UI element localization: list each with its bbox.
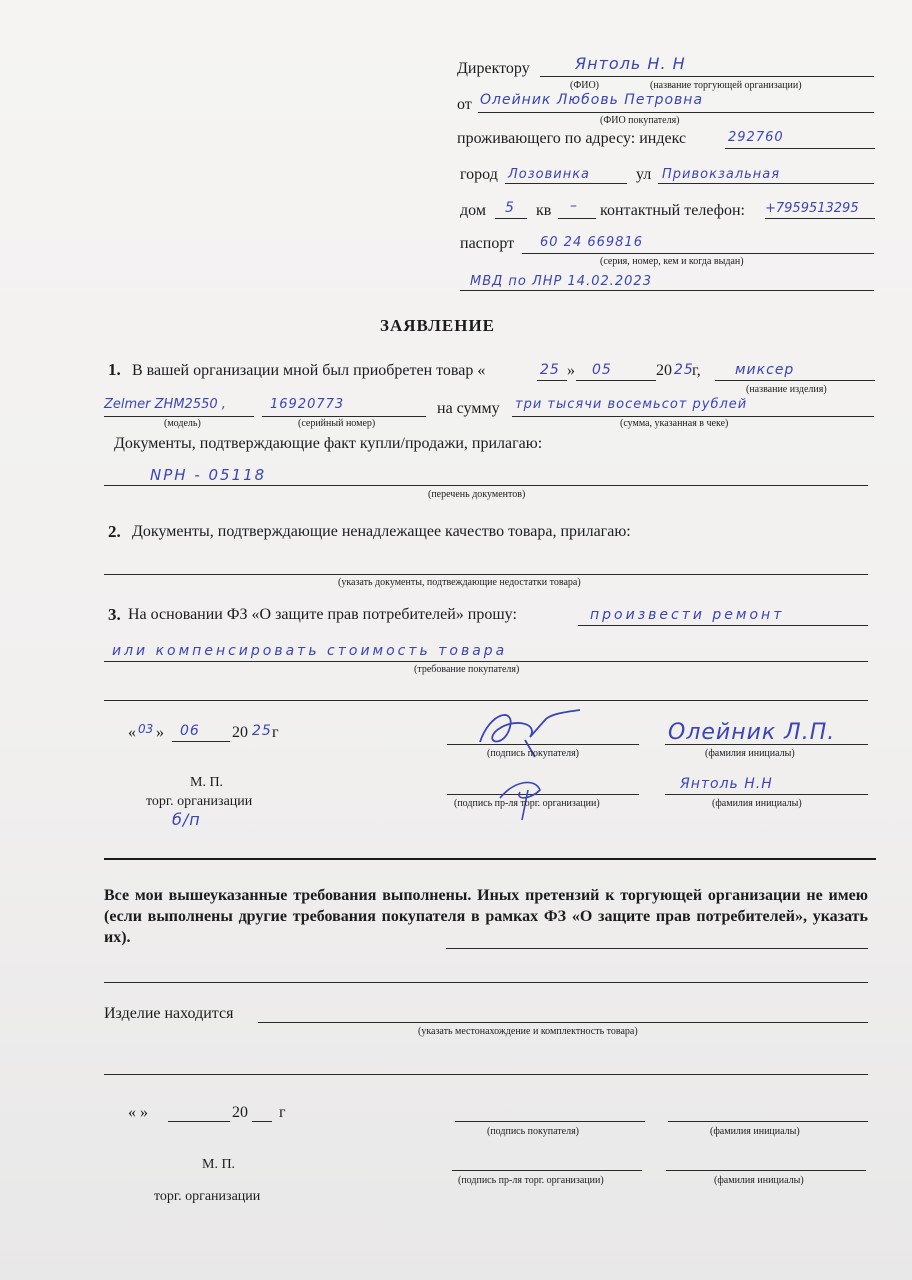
bp-handwriting: б/п <box>172 810 201 829</box>
item-name: миксер <box>735 362 795 378</box>
quote-close: » <box>567 362 575 379</box>
section-3-line-2 <box>104 661 868 662</box>
house-line <box>495 218 527 219</box>
passport-label: паспорт <box>460 235 515 252</box>
director-handwriting: Янтоль Н. Н <box>575 54 686 73</box>
section-3-handwriting-1: произвести ремонт <box>590 607 785 623</box>
director-line <box>540 76 874 77</box>
fio-caption: (ФИО) <box>570 80 600 91</box>
purchase-year: 25 <box>674 362 694 378</box>
serial-line <box>262 416 426 417</box>
street-line <box>658 183 874 184</box>
seller-name-caption: (фамилия инициалы) <box>712 798 802 809</box>
section-2-caption: (указать документы, подтвеждающие недостатки товара) <box>338 577 581 588</box>
final-seller-name-caption: (фамилия инициалы) <box>714 1175 804 1186</box>
final-month-line <box>168 1121 230 1122</box>
final-line-1 <box>446 948 868 949</box>
model-line <box>104 416 254 417</box>
sign-year-suffix: г <box>272 724 279 741</box>
apt-handwriting: – <box>570 198 578 214</box>
docs-caption: (перечень документов) <box>428 489 526 500</box>
final-org-label: торг. организации <box>154 1189 261 1204</box>
phone-handwriting: +7959513295 <box>765 201 859 216</box>
index-handwriting: 292760 <box>728 130 784 145</box>
buyer-name-caption: (фамилия инициалы) <box>705 748 795 759</box>
buyer-name-handwriting: Олейник Л.П. <box>668 720 836 745</box>
from-handwriting: Олейник Любовь Петровна <box>480 92 704 108</box>
buyer-signature-caption: (подпись покупателя) <box>487 748 580 759</box>
location-caption: (указать местонахождение и комплектность товара) <box>418 1026 638 1037</box>
sign-date-close: » <box>156 724 164 741</box>
month-line <box>576 380 656 381</box>
sum-handwriting: три тысячи восемьсот рублей <box>515 397 748 412</box>
final-year-prefix: 20 <box>232 1104 248 1121</box>
section-3-caption: (требование покупателя) <box>414 664 520 675</box>
city-line <box>505 183 627 184</box>
section-1-number: 1. <box>108 360 121 379</box>
apt-line <box>558 218 596 219</box>
mp-label: М. П. <box>190 775 224 790</box>
final-mp-label: М. П. <box>202 1157 236 1172</box>
phone-label: контактный телефон: <box>600 202 745 219</box>
passport-line <box>522 253 874 254</box>
final-seller-name-line <box>666 1170 866 1171</box>
section-3-line-3 <box>104 700 868 701</box>
buyer-caption: (ФИО покупателя) <box>600 115 680 126</box>
location-line <box>258 1022 868 1023</box>
sign-date-open: « <box>128 724 136 741</box>
final-seller-signature-line <box>452 1170 642 1171</box>
serial-caption: (серийный номер) <box>298 418 376 429</box>
serial-handwriting: 16920773 <box>270 397 345 412</box>
location-label: Изделие находится <box>104 1005 234 1022</box>
sign-day: 03 <box>138 722 154 736</box>
final-year-line <box>252 1121 272 1122</box>
phone-line <box>765 218 875 219</box>
address-label: проживающего по адресу: индекс <box>457 130 687 147</box>
issued-line <box>460 290 874 291</box>
issued-handwriting: МВД по ЛНР 14.02.2023 <box>470 274 652 289</box>
section-2-number: 2. <box>108 522 121 541</box>
apt-label: кв <box>536 202 552 219</box>
model-caption: (модель) <box>164 418 201 429</box>
docs-handwriting: NPH - 05118 <box>150 466 267 484</box>
passport-handwriting: 60 24 669816 <box>540 235 643 250</box>
sign-year-prefix: 20 <box>232 724 248 741</box>
section-3-handwriting-2: или компенсировать стоимость товара <box>112 643 508 659</box>
house-label: дом <box>460 202 486 219</box>
section-3-line-1 <box>578 625 868 626</box>
final-buyer-name-caption: (фамилия инициалы) <box>710 1126 800 1137</box>
org-caption: (название торгующей организации) <box>650 80 802 91</box>
sum-label: на сумму <box>437 400 500 417</box>
document-title: ЗАЯВЛЕНИЕ <box>380 316 496 335</box>
section-2-line <box>104 574 868 575</box>
director-label: Директору <box>457 60 530 77</box>
seller-signature-caption: (подпись пр-ля торг. организации) <box>454 798 600 809</box>
seller-name-line <box>665 794 868 795</box>
sum-line <box>512 416 874 417</box>
seller-name-handwriting: Янтоль Н.Н <box>680 776 773 792</box>
sign-month: 06 <box>180 723 200 739</box>
sum-caption: (сумма, указанная в чеке) <box>620 418 729 429</box>
final-statement: Все мои вышеуказанные требования выполнены. Иных претензий к торгующей организации не имею (если выполнены другие требования покупателя в рамках ФЗ «О защите прав потребителей», указать их). <box>104 887 868 946</box>
sign-month-line <box>172 741 230 742</box>
from-label: от <box>457 96 472 113</box>
section-3-number: 3. <box>108 605 121 624</box>
sign-year: 25 <box>252 723 272 739</box>
city-handwriting: Лозовинка <box>508 167 591 182</box>
city-label: город <box>460 166 498 183</box>
purchase-day: 25 <box>540 362 560 378</box>
final-buyer-name-line <box>668 1121 868 1122</box>
final-date-quotes: « » <box>128 1104 148 1121</box>
from-line <box>478 112 874 113</box>
model-handwriting: Zelmer ZHM2550 , <box>104 397 226 412</box>
section-2-text: Документы, подтверждающие ненадлежащее качество товара, прилагаю: <box>132 523 631 540</box>
final-line-2 <box>104 982 868 983</box>
item-line <box>715 380 875 381</box>
section-separator <box>104 858 876 860</box>
location-line-2 <box>104 1074 868 1075</box>
house-handwriting: 5 <box>505 200 515 216</box>
purchase-month: 05 <box>592 362 612 378</box>
org-label: торг. организации <box>146 794 253 809</box>
item-caption: (название изделия) <box>746 384 827 395</box>
street-label: ул <box>636 166 652 183</box>
year-prefix: 20 <box>656 362 672 379</box>
final-buyer-signature-line <box>455 1121 645 1122</box>
passport-caption: (серия, номер, кем и когда выдан) <box>600 256 744 267</box>
final-year-suffix: г <box>279 1104 286 1121</box>
final-buyer-signature-caption: (подпись покупателя) <box>487 1126 580 1137</box>
year-suffix: г, <box>692 362 701 379</box>
street-handwriting: Привокзальная <box>662 167 781 182</box>
final-seller-signature-caption: (подпись пр-ля торг. организации) <box>458 1175 604 1186</box>
section-3-text: На основании ФЗ «О защите прав потребителей» прошу: <box>128 606 517 623</box>
docs-line <box>104 485 868 486</box>
day-line <box>537 380 567 381</box>
index-line <box>725 148 875 149</box>
docs-text: Документы, подтверждающие факт купли/продажи, прилагаю: <box>114 435 543 452</box>
section-1-text: В вашей организации мной был приобретен товар « <box>132 362 486 379</box>
